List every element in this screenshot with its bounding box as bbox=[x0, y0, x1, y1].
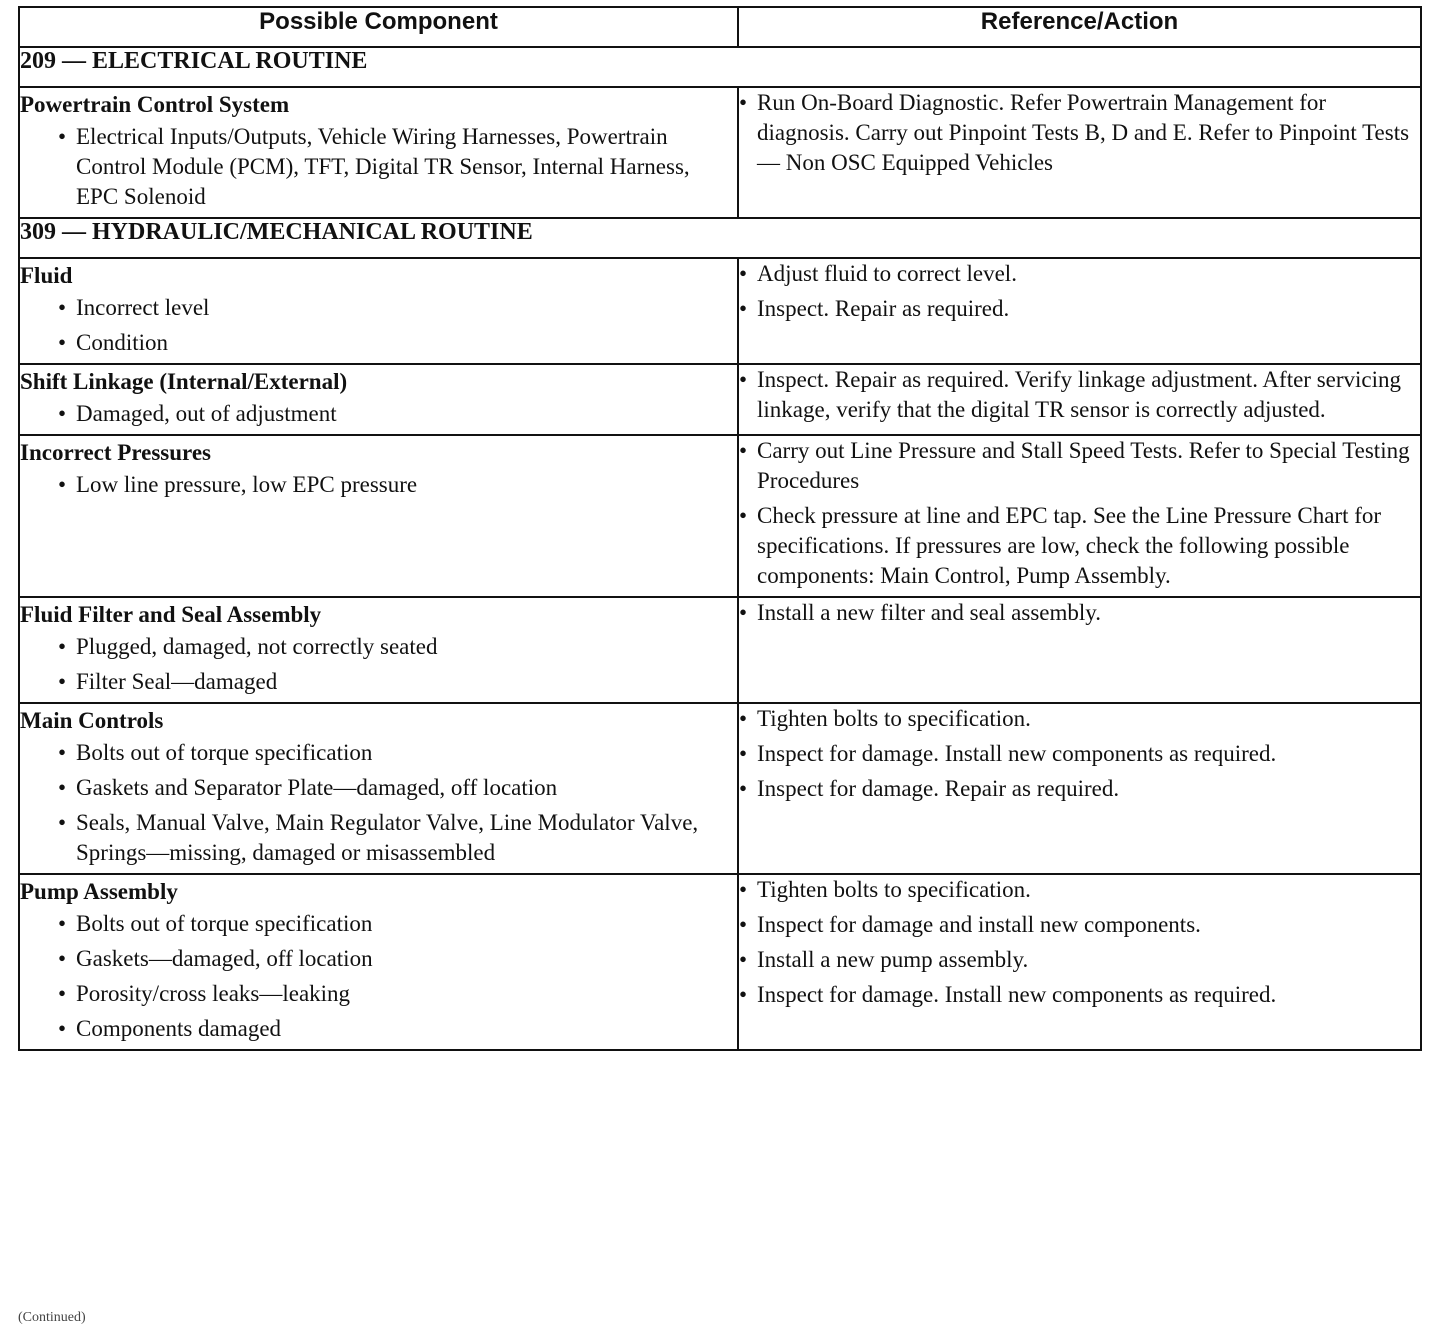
component-group-title: Shift Linkage (Internal/External) bbox=[20, 369, 348, 394]
action-cell bbox=[738, 597, 1421, 703]
table-row bbox=[19, 703, 1421, 874]
component-item: • Bolts out of torque specification bbox=[20, 738, 737, 768]
component-item: • Porosity/cross leaks—leaking bbox=[20, 979, 737, 1009]
component-cell bbox=[19, 364, 738, 435]
component-item: • Electrical Inputs/Outputs, Vehicle Wiring Harnesses, Powertrain Control Module (PCM), TFT, Digital TR Sensor, Internal Harness, EPC Solenoid bbox=[20, 122, 737, 212]
action-item: • Inspect for damage. Repair as required. bbox=[739, 774, 1420, 804]
table-row bbox=[19, 874, 1421, 1050]
section-row bbox=[19, 47, 1421, 87]
component-item: • Low line pressure, low EPC pressure bbox=[20, 470, 737, 500]
component-group-title: Incorrect Pressures bbox=[20, 440, 211, 465]
component-cell bbox=[19, 87, 738, 218]
header-action: Reference/Action bbox=[738, 7, 1421, 47]
action-cell bbox=[738, 87, 1421, 218]
component-item: • Condition bbox=[20, 328, 737, 358]
action-item: • Install a new filter and seal assembly. bbox=[739, 598, 1420, 628]
action-item: • Inspect. Repair as required. bbox=[739, 294, 1420, 324]
action-item: • Check pressure at line and EPC tap. See the Line Pressure Chart for specifications. If pressures are low, check the following possible components: Main Control, Pump Assembly. bbox=[739, 501, 1420, 591]
component-item: • Seals, Manual Valve, Main Regulator Valve, Line Modulator Valve, Springs—missing, damaged or misassembled bbox=[20, 808, 737, 868]
action-item: • Inspect for damage. Install new components as required. bbox=[739, 980, 1420, 1010]
action-item: • Inspect for damage and install new components. bbox=[739, 910, 1420, 940]
section-row bbox=[19, 218, 1421, 258]
table-row bbox=[19, 597, 1421, 703]
component-item: • Components damaged bbox=[20, 1014, 737, 1044]
component-item: • Gaskets and Separator Plate—damaged, off location bbox=[20, 773, 737, 803]
component-item: • Filter Seal—damaged bbox=[20, 667, 737, 697]
component-cell bbox=[19, 703, 738, 874]
action-cell bbox=[738, 874, 1421, 1050]
component-item: • Incorrect level bbox=[20, 293, 737, 323]
action-item: • Inspect for damage. Install new components as required. bbox=[739, 739, 1420, 769]
table-body bbox=[19, 47, 1421, 1050]
component-item: • Damaged, out of adjustment bbox=[20, 399, 737, 429]
action-cell bbox=[738, 703, 1421, 874]
component-cell bbox=[19, 258, 738, 364]
table-row bbox=[19, 435, 1421, 597]
component-group-title: Fluid Filter and Seal Assembly bbox=[20, 602, 322, 627]
component-item: • Gaskets—damaged, off location bbox=[20, 944, 737, 974]
section-title: 209 — ELECTRICAL ROUTINE bbox=[19, 47, 1421, 87]
diagnosis-table bbox=[18, 6, 1422, 1051]
component-cell bbox=[19, 435, 738, 597]
component-item: • Bolts out of torque specification bbox=[20, 909, 737, 939]
action-item: • Run On-Board Diagnostic. Refer Powertrain Management for diagnosis. Carry out Pinpoint Tests B, D and E. Refer to Pinpoint Tests — Non OSC Equipped Vehicles bbox=[739, 88, 1420, 178]
action-cell bbox=[738, 364, 1421, 435]
section-title: 309 — HYDRAULIC/MECHANICAL ROUTINE bbox=[19, 218, 1421, 258]
action-item: • Tighten bolts to specification. bbox=[739, 875, 1420, 905]
header-component: Possible Component bbox=[19, 7, 738, 47]
component-group-title: Pump Assembly bbox=[20, 879, 178, 904]
action-item: • Tighten bolts to specification. bbox=[739, 704, 1420, 734]
component-group-title: Main Controls bbox=[20, 708, 164, 733]
component-item: • Plugged, damaged, not correctly seated bbox=[20, 632, 737, 662]
action-cell bbox=[738, 435, 1421, 597]
footnote: (Continued) bbox=[18, 1310, 86, 1325]
action-item: • Adjust fluid to correct level. bbox=[739, 259, 1420, 289]
action-cell bbox=[738, 258, 1421, 364]
table-row bbox=[19, 258, 1421, 364]
header-row bbox=[19, 7, 1421, 47]
component-group-title: Fluid bbox=[20, 263, 73, 288]
action-item: • Install a new pump assembly. bbox=[739, 945, 1420, 975]
table-row bbox=[19, 364, 1421, 435]
component-cell bbox=[19, 874, 738, 1050]
component-group-title: Powertrain Control System bbox=[20, 92, 290, 117]
action-item: • Carry out Line Pressure and Stall Speed Tests. Refer to Special Testing Procedures bbox=[739, 436, 1420, 496]
action-item: • Inspect. Repair as required. Verify linkage adjustment. After servicing linkage, verify that the digital TR sensor is correctly adjusted. bbox=[739, 365, 1420, 425]
component-cell bbox=[19, 597, 738, 703]
table-row bbox=[19, 87, 1421, 218]
